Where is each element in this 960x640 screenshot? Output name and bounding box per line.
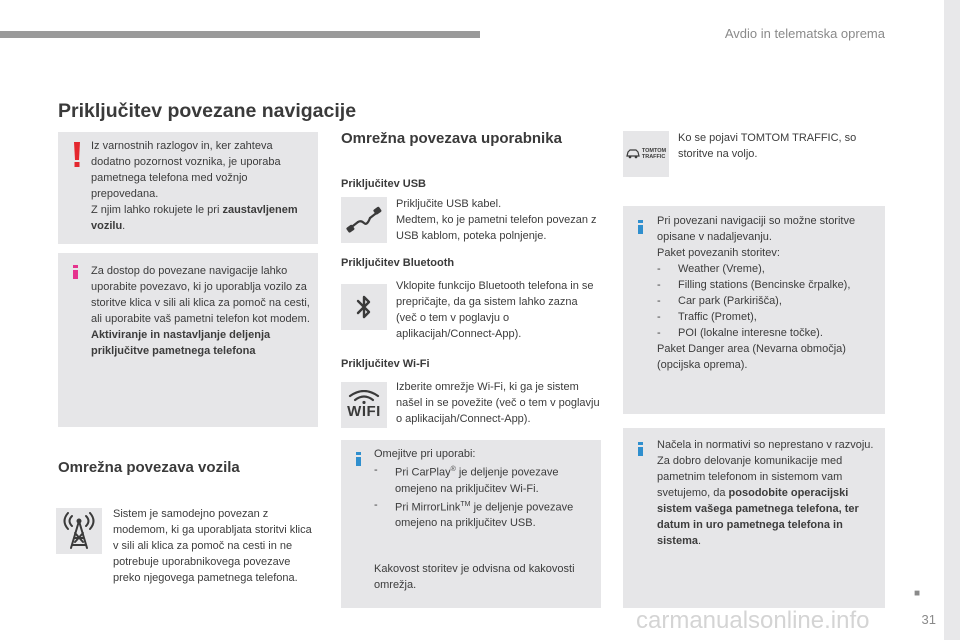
services-text bbox=[657, 213, 883, 373]
usb-heading: Priključitev USB bbox=[341, 178, 426, 190]
principles-bold: posodobite operacijski sistem vašega pametnega telefona, ter datum in uro pametnega telefona in sistema bbox=[657, 487, 859, 547]
services-item: - Traffic (Promet), bbox=[657, 309, 883, 325]
watermark: carmanualsonline.info bbox=[636, 607, 870, 634]
exclamation-icon bbox=[73, 142, 81, 168]
warning-line2 bbox=[91, 202, 313, 234]
services-item: - Car park (Parkirišča), bbox=[657, 293, 883, 309]
warning-line2-text: Z njim lahko rokujete le pri bbox=[91, 204, 223, 216]
warning-line1: Iz varnostnih razlogov in, ker zahteva dodatno pozornost voznika, je uporaba pametnega telefona med vožnjo prepovedana. bbox=[91, 140, 281, 200]
tomtom-icon-line1: TOMTOM bbox=[641, 148, 667, 154]
page-title: Priključitev povezane navigacije bbox=[58, 100, 357, 122]
info-left-body: Za dostop do povezane navigacije lahko uporabite povezavo, ki jo uporablja vozilo za storitve klica v sili ali klica za pomoč na cesti, ali uporabite vaš pametni telefon kot modem. bbox=[91, 265, 310, 325]
carplay-sup: ® bbox=[450, 466, 456, 473]
principles-box bbox=[623, 428, 885, 608]
usb-cable-icon bbox=[345, 205, 383, 235]
services-item: - Weather (Vreme), bbox=[657, 261, 883, 277]
services-intro: Pri povezani navigaciji so možne storitve opisane v nadaljevanju. bbox=[657, 215, 856, 243]
usb-text bbox=[396, 196, 604, 244]
wifi-text: Izberite omrežje Wi-Fi, ki ga je sistem našel in se povežite (več o tem v poglavju o aplikacijah/Connect-App). bbox=[396, 381, 600, 425]
tomtom-traffic-icon bbox=[626, 148, 666, 160]
services-danger: Paket Danger area (Nevarna območja) (opcijska oprema). bbox=[657, 343, 846, 371]
limits-text bbox=[374, 446, 599, 593]
carplay-pre: Pri CarPlay bbox=[395, 466, 451, 479]
principles-text bbox=[657, 437, 881, 549]
antenna-icon bbox=[61, 512, 97, 550]
bluetooth-text: Vklopite funkcijo Bluetooth telefona in se prepričajte, da ga sistem lahko zazna (več o tem v poglavju o aplikacijah/Connect-App). bbox=[396, 280, 594, 340]
limits-mirrorlink bbox=[374, 497, 599, 532]
tomtom-car-icon bbox=[626, 149, 640, 159]
tomtom-icon-line2: TRAFFIC bbox=[641, 154, 666, 160]
warning-tail: . bbox=[122, 220, 126, 232]
tomtom-icon-box bbox=[623, 131, 669, 177]
services-item: - POI (lokalne interesne točke). bbox=[657, 325, 883, 341]
info-icon bbox=[73, 265, 78, 279]
usb-line1: Priključite USB kabel. bbox=[396, 198, 502, 210]
page-number: 31 bbox=[921, 612, 936, 627]
wifi-icon-box bbox=[341, 382, 387, 428]
wifi-icon bbox=[347, 390, 381, 404]
mirror-sup: TM bbox=[460, 500, 471, 508]
warning-bold: zaustavljenem vozilu bbox=[91, 204, 298, 232]
info-box-left bbox=[58, 253, 318, 427]
tomtom-text: Ko se pojavi TOMTOM TRAFFIC, so storitve na voljo. bbox=[678, 132, 857, 160]
info-icon bbox=[638, 220, 643, 234]
bluetooth-icon-box bbox=[341, 284, 387, 330]
vehicle-section-title: Omrežna povezava vozila bbox=[58, 459, 240, 476]
antenna-icon-box bbox=[56, 508, 102, 554]
carplay-post: je deljenje povezave omejeno na priključitev Wi-Fi. bbox=[395, 466, 559, 495]
usb-line2: Medtem, ko je pametni telefon povezan z USB kablom, poteka polnjenje. bbox=[396, 214, 597, 242]
footer-bullet: ■ bbox=[914, 588, 921, 599]
principles-body: Načela in normativi so neprestano v razvoju. Za dobro delovanje komunikacije med pametnim telefonom in sistemom vam svetujemo, da bbox=[657, 439, 874, 499]
info-left-bold: Aktiviranje in nastavljanje deljenja priključitve pametnega telefona bbox=[91, 329, 271, 357]
services-box bbox=[623, 206, 885, 414]
wifi-heading: Priključitev Wi-Fi bbox=[341, 358, 430, 370]
limits-box bbox=[341, 440, 601, 608]
wifi-icon-label: WIFI bbox=[347, 403, 381, 420]
limits-quality: Kakovost storitev je odvisna od kakovosti omrežja. bbox=[374, 563, 575, 592]
limits-intro: Omejitve pri uporabi: bbox=[374, 448, 476, 460]
bluetooth-heading: Priključitev Bluetooth bbox=[341, 257, 455, 269]
warning-box bbox=[58, 132, 318, 244]
info-icon bbox=[356, 452, 361, 466]
mirror-pre: Pri MirrorLink bbox=[395, 501, 461, 514]
services-list bbox=[657, 261, 883, 341]
usb-icon-box bbox=[341, 197, 387, 243]
limits-list bbox=[374, 462, 599, 531]
services-item: - Filling stations (Bencinske črpalke), bbox=[657, 277, 883, 293]
header-bar bbox=[0, 31, 480, 38]
mirror-post: je deljenje povezave omejeno na priključitev USB. bbox=[395, 501, 574, 530]
limits-carplay bbox=[374, 462, 599, 497]
info-icon bbox=[638, 442, 643, 456]
section-title: Avdio in telematska oprema bbox=[724, 26, 885, 41]
bluetooth-icon bbox=[355, 294, 373, 320]
warning-text bbox=[91, 138, 313, 234]
tomtom-icon-text bbox=[642, 148, 666, 160]
services-package: Paket povezanih storitev: bbox=[657, 247, 780, 259]
info-left-text bbox=[91, 263, 316, 359]
vehicle-section-text: Sistem je samodejno povezan z modemom, ki ga uporabljata storitvi klica v sili ali klica za pomoč na cesti in ne potrebuje uporabnikovega povezave preko njegovega pametnega telefona. bbox=[113, 508, 312, 584]
user-section-title: Omrežna povezava uporabnika bbox=[341, 130, 562, 147]
principles-tail: . bbox=[697, 535, 702, 547]
side-strip bbox=[944, 0, 960, 640]
